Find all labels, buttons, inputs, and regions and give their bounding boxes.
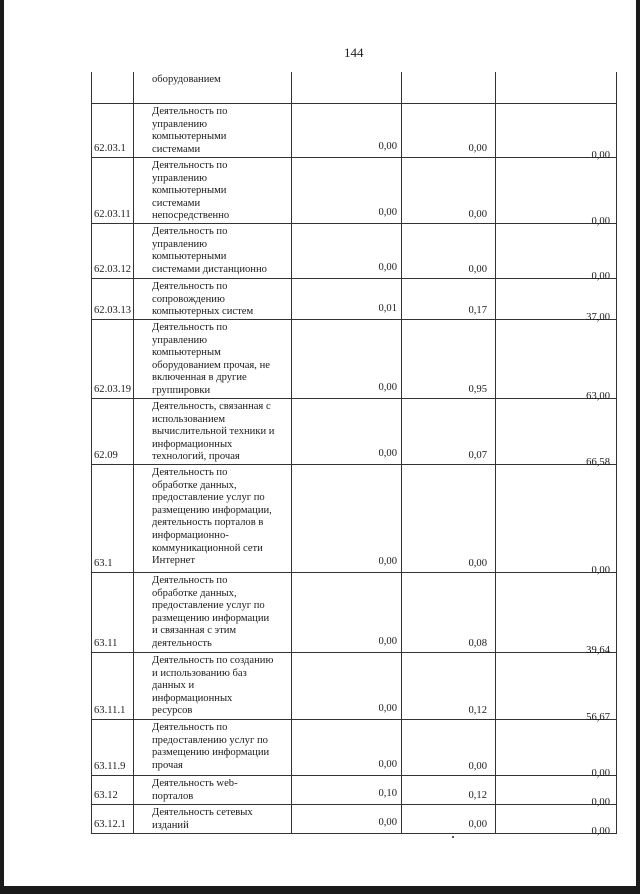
value-col-1: 0,00	[292, 104, 402, 157]
value-col-3-text: 37,00	[586, 312, 610, 324]
value-col-3-text: 63,00	[586, 391, 610, 403]
value-col-2: 0,00	[402, 158, 496, 223]
value-col-3	[496, 72, 616, 103]
value-col-1: 0,00	[292, 573, 402, 652]
table-row	[92, 279, 616, 324]
value-col-1: 0,00	[292, 720, 402, 775]
table-row	[92, 320, 616, 403]
value-col-2: 0,00	[402, 104, 496, 157]
value-col-3-text: 0,00	[591, 150, 610, 162]
table-row	[92, 805, 616, 838]
value-col-2: 0,95	[402, 320, 496, 398]
activity-code: 63.11.1	[92, 653, 134, 719]
table-row	[92, 224, 616, 283]
value-col-2: 0,12	[402, 653, 496, 719]
value-col-1: 0,01	[292, 279, 402, 319]
value-col-3-text: 0,00	[591, 797, 610, 809]
table-row	[92, 399, 616, 469]
activity-code: 63.11	[92, 573, 134, 652]
activity-code: 63.1	[92, 465, 134, 572]
value-col-2: 0,00	[402, 465, 496, 572]
table-row	[92, 158, 616, 228]
activity-name: оборудованием	[134, 72, 292, 103]
value-col-1: 0,00	[292, 805, 402, 833]
table-row	[92, 653, 616, 724]
activity-name: Деятельность по управлению компьютерными системами непосредственно	[134, 158, 292, 223]
value-col-1: 0,00	[292, 158, 402, 223]
table-row	[92, 776, 616, 809]
value-col-3	[496, 158, 616, 228]
scan-speck	[452, 836, 454, 838]
table-row	[92, 465, 616, 577]
value-col-3	[496, 573, 616, 657]
value-col-2: 0,00	[402, 224, 496, 278]
activity-name: Деятельность по управлению компьютерными системами	[134, 104, 292, 157]
value-col-2: 0,00	[402, 805, 496, 833]
value-col-2: 0,08	[402, 573, 496, 652]
value-col-3	[496, 399, 616, 469]
value-col-2: 0,07	[402, 399, 496, 464]
activity-code: 63.12.1	[92, 805, 134, 833]
value-col-3-text: 0,00	[591, 826, 610, 838]
value-col-3	[496, 104, 616, 162]
value-col-2: 0,12	[402, 776, 496, 804]
value-col-2: 0,00	[402, 720, 496, 775]
value-col-1: 0,00	[292, 224, 402, 278]
statistics-table	[91, 72, 617, 838]
value-col-3	[496, 465, 616, 577]
value-col-1: 0,00	[292, 320, 402, 398]
activity-name: Деятельность по обработке данных, предоставление услуг по размещению информации и связанная с этим деятельность	[134, 573, 292, 652]
activity-name: Деятельность web- порталов	[134, 776, 292, 804]
value-col-3	[496, 320, 616, 403]
value-col-3-text: 56,67	[586, 712, 610, 724]
value-col-1: 0,10	[292, 776, 402, 804]
value-col-3	[496, 805, 616, 838]
activity-code	[92, 72, 134, 103]
value-col-1	[292, 72, 402, 103]
value-col-2: 0,17	[402, 279, 496, 319]
activity-name: Деятельность по предоставлению услуг по размещению информации прочая	[134, 720, 292, 775]
value-col-3	[496, 720, 616, 780]
activity-code: 62.03.12	[92, 224, 134, 278]
table-row	[92, 72, 616, 104]
value-col-3-text: 0,00	[591, 271, 610, 283]
activity-name: Деятельность по обработке данных, предоставление услуг по размещению информации, деятельность порталов в информационно- коммуникационной сети Интернет	[134, 465, 292, 572]
activity-name: Деятельность по управлению компьютерными системами дистанционно	[134, 224, 292, 278]
activity-code: 62.03.1	[92, 104, 134, 157]
table-row	[92, 104, 616, 162]
activity-code: 62.03.11	[92, 158, 134, 223]
value-col-3	[496, 776, 616, 809]
value-col-3	[496, 224, 616, 283]
value-col-3-text: 0,00	[591, 565, 610, 577]
activity-code: 63.11.9	[92, 720, 134, 775]
value-col-3-text: 66,58	[586, 457, 610, 469]
activity-name: Деятельность сетевых изданий	[134, 805, 292, 833]
document-page	[4, 0, 636, 886]
value-col-3	[496, 279, 616, 324]
value-col-3	[496, 653, 616, 724]
value-col-3-text: 39,64	[586, 645, 610, 657]
activity-code: 63.12	[92, 776, 134, 804]
value-col-2	[402, 72, 496, 103]
activity-code: 62.03.19	[92, 320, 134, 398]
activity-code: 62.09	[92, 399, 134, 464]
table-row	[92, 720, 616, 780]
table-row	[92, 573, 616, 657]
activity-name: Деятельность, связанная с использованием вычислительной техники и информационных технологий, прочая	[134, 399, 292, 464]
value-col-1: 0,00	[292, 653, 402, 719]
activity-name: Деятельность по управлению компьютерным оборудованием прочая, не включенная в другие группировки	[134, 320, 292, 398]
value-col-1: 0,00	[292, 465, 402, 572]
value-col-1: 0,00	[292, 399, 402, 464]
activity-name: Деятельность по созданию и использованию баз данных и информационных ресурсов	[134, 653, 292, 719]
value-col-3-text: 0,00	[591, 768, 610, 780]
page-number: 144	[344, 45, 364, 60]
value-col-3-text: 0,00	[591, 216, 610, 228]
activity-code: 62.03.13	[92, 279, 134, 319]
activity-name: Деятельность по сопровождению компьютерных систем	[134, 279, 292, 319]
